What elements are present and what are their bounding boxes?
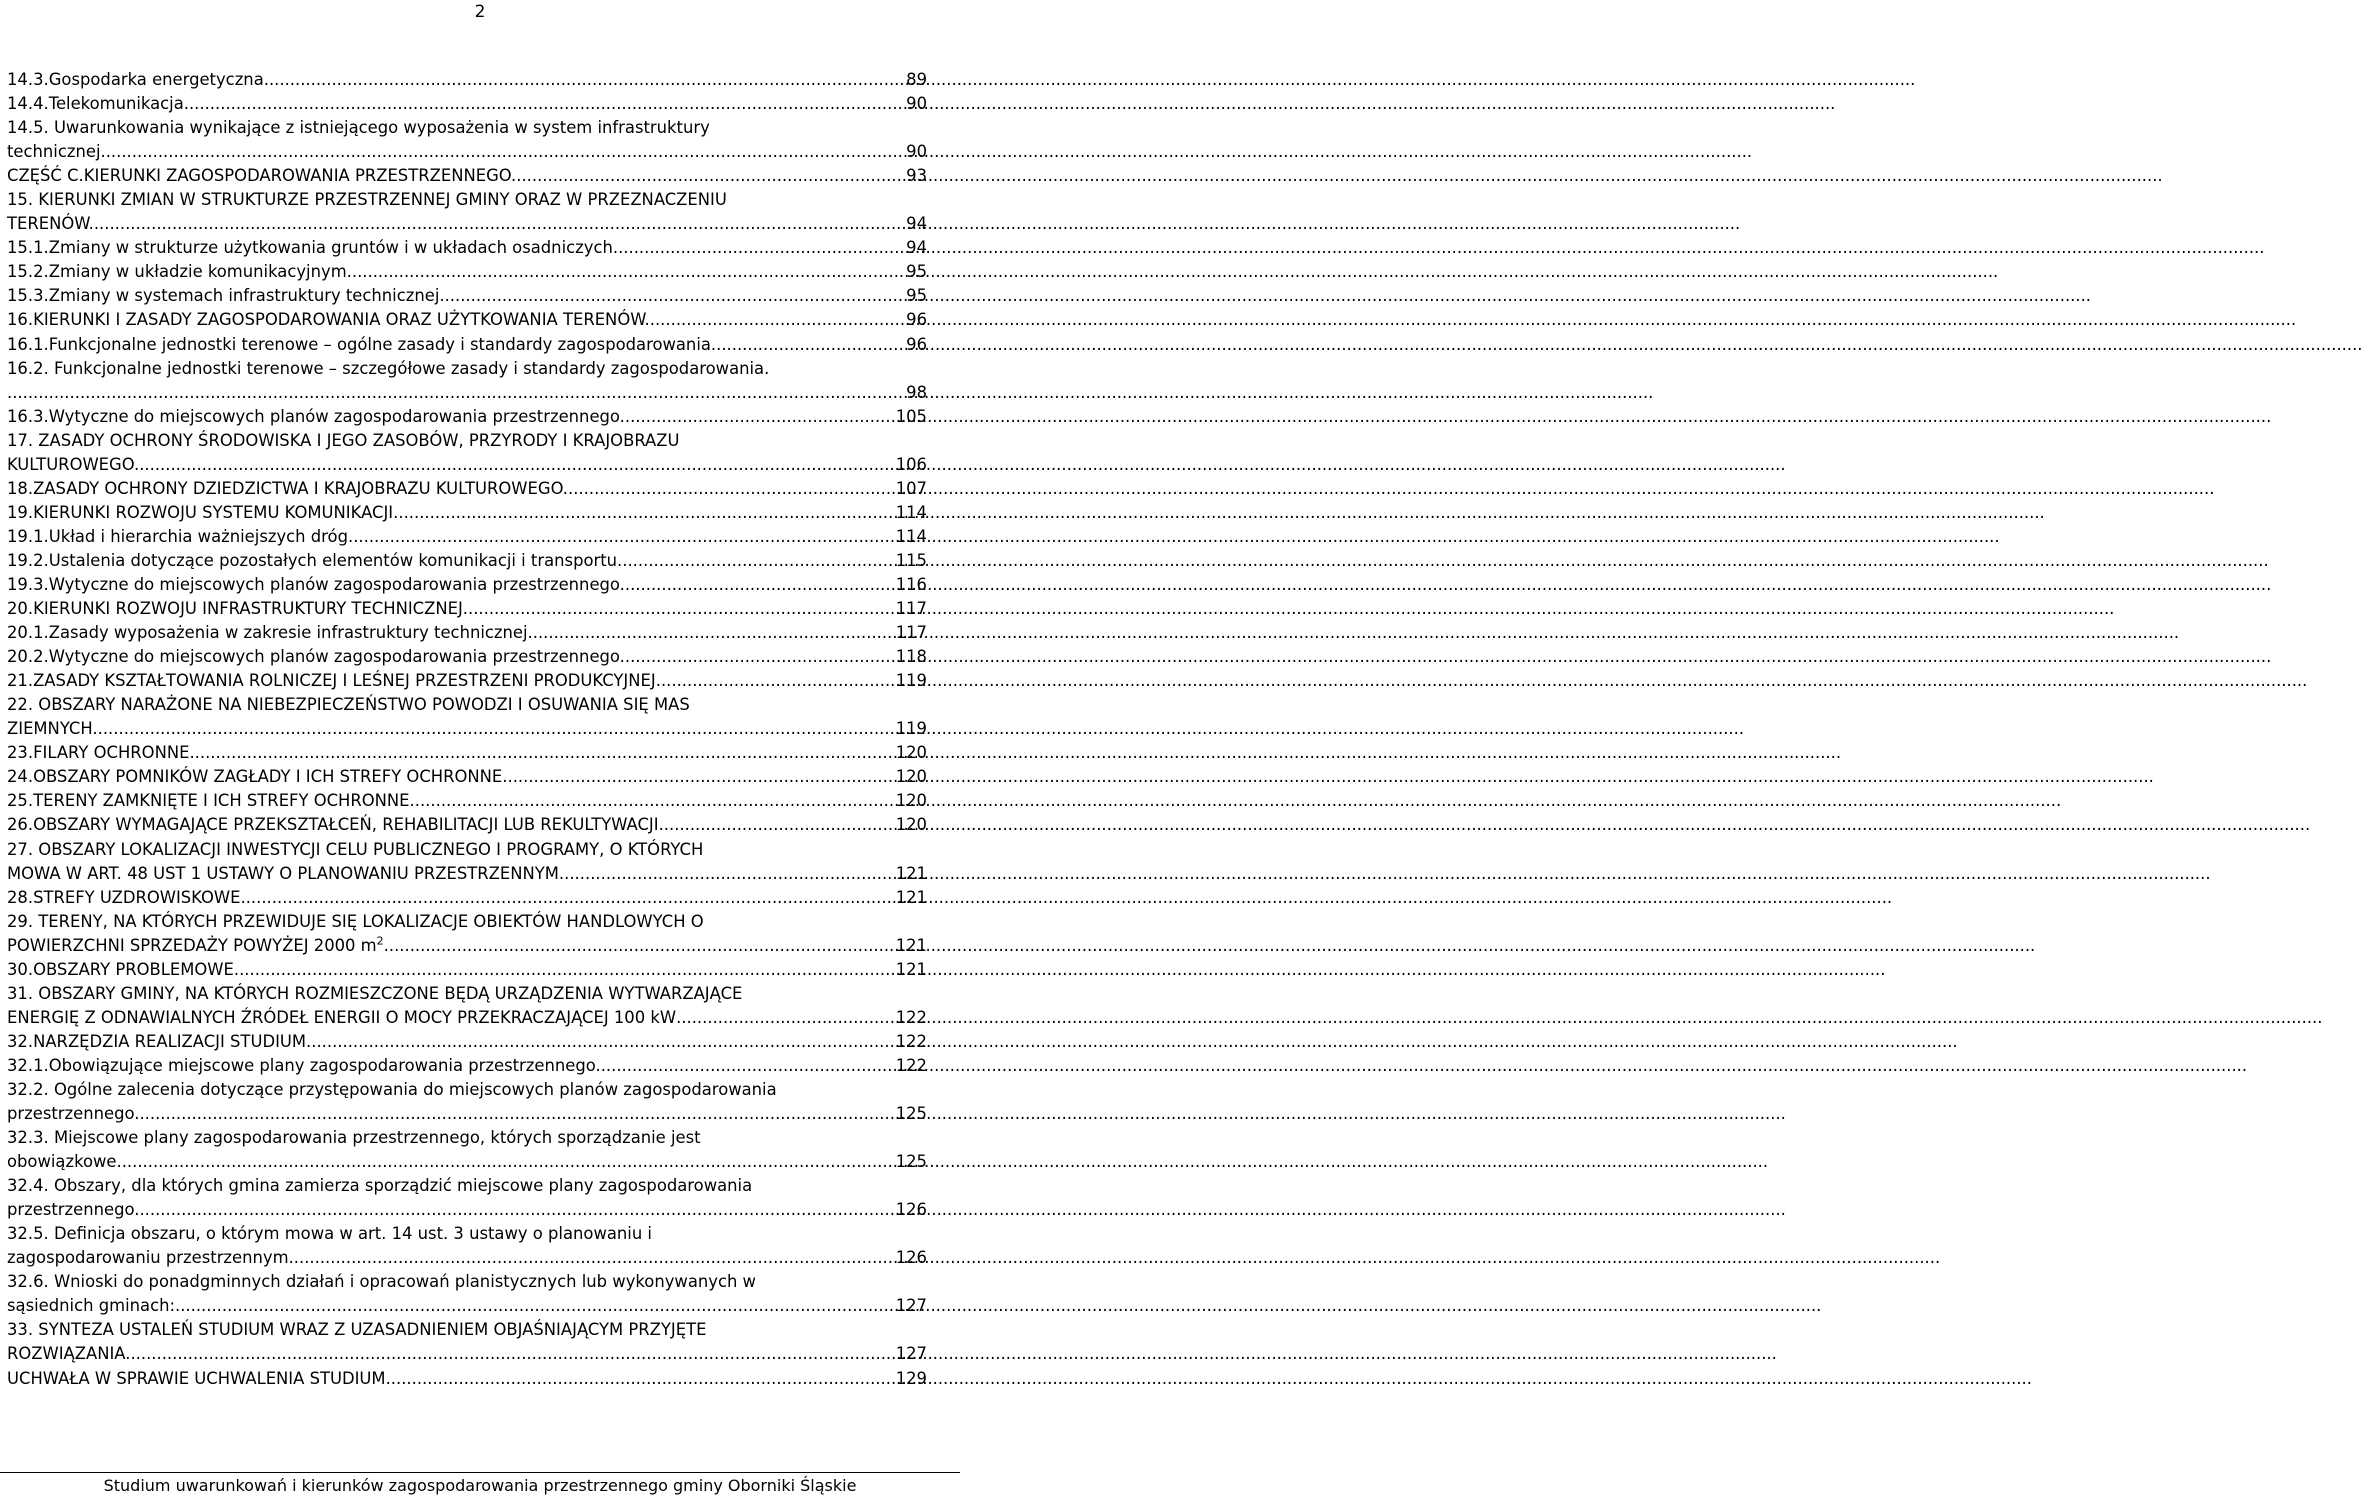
dot-leader: [676, 1006, 894, 1030]
toc-entry[interactable]: [7, 958, 927, 982]
toc-entry-title: Układ i hierarchia ważniejszych dróg.: [48, 526, 354, 546]
toc-entry[interactable]: [7, 741, 927, 765]
toc-entry-number: 19.3.: [7, 574, 49, 594]
dot-leader: [311, 1030, 893, 1054]
table-of-contents: [7, 68, 927, 1391]
toc-entry[interactable]: [7, 357, 927, 405]
toc-page-number: 98: [906, 382, 927, 402]
toc-entry-title: przestrzennego.: [7, 1104, 140, 1124]
dot-leader: [139, 1198, 893, 1222]
toc-entry[interactable]: [7, 1054, 927, 1078]
toc-entry[interactable]: [7, 429, 927, 477]
toc-entry[interactable]: [7, 525, 927, 549]
toc-entry-number: 22.: [7, 695, 34, 715]
toc-entry-title: Zmiany w układzie komunikacyjnym.: [48, 262, 352, 282]
toc-entry-title: Gospodarka energetyczna.: [48, 70, 269, 89]
toc-entry-number: 24.: [7, 767, 34, 787]
toc-entry[interactable]: [7, 693, 927, 741]
dot-leader: [386, 1367, 894, 1391]
toc-entry[interactable]: [7, 910, 927, 958]
toc-entry-title: sąsiednich gminach:: [7, 1296, 175, 1316]
toc-entry-title: Obowiązujące miejscowe plany zagospodarowania przestrzennego.: [48, 1055, 601, 1075]
toc-page-number: 89: [906, 70, 927, 89]
toc-entry-title: OBSZARY POMNIKÓW ZAGŁADY I ICH STREFY OCHRONNE.: [33, 767, 508, 787]
toc-entry-number: 32.: [7, 1031, 34, 1051]
toc-page-number: 118: [895, 647, 927, 667]
toc-entry-title: NARZĘDZIA REALIZACJI STUDIUM.: [33, 1031, 312, 1051]
toc-entry-title: OBSZARY GMINY, NA KTÓRYCH ROZMIESZCZONE BĘDĄ URZĄDZENIA WYTWARZAJĄCE: [38, 983, 743, 1003]
dot-leader: [445, 284, 905, 308]
dot-leader: [415, 789, 894, 813]
toc-entry-number: 28.: [7, 887, 34, 907]
toc-entry-title: Wytyczne do miejscowych planów zagospodarowania przestrzennego.: [48, 406, 625, 426]
toc-entry[interactable]: [7, 188, 927, 236]
toc-entry-number: 21.: [7, 671, 34, 691]
toc-page-number: 94: [906, 214, 927, 234]
dot-leader: [139, 453, 894, 477]
toc-page-number: 96: [906, 334, 927, 354]
footer-text: Studium uwarunkowań i kierunków zagospodarowania przestrzennego gminy Oborniki Śląskie: [103, 1476, 857, 1495]
toc-entry[interactable]: [7, 813, 927, 837]
toc-entry-number: 32.4.: [7, 1176, 49, 1196]
toc-entry-number: 14.5.: [7, 118, 49, 138]
toc-entry-number: 19.2.: [7, 550, 49, 570]
toc-entry-title: OBSZARY WYMAGAJĄCE PRZEKSZTAŁCEŃ, REHABILITACJI LUB REKULTYWACJI.: [33, 815, 664, 835]
toc-entry[interactable]: [7, 886, 927, 910]
toc-entry[interactable]: [7, 116, 927, 164]
toc-entry-title: KULTUROWEGO.: [7, 454, 140, 474]
toc-entry[interactable]: [7, 308, 927, 332]
toc-entry-number: 20.1.: [7, 623, 49, 643]
toc-entry[interactable]: [7, 645, 927, 669]
dot-leader: [98, 717, 894, 741]
toc-entry-title: Ogólne zalecenia dotyczące przystępowania do miejscowych planów zagospodarowania: [53, 1079, 777, 1099]
toc-entry-title: KIERUNKI ZMIAN W STRUKTURZE PRZESTRZENNEJ GMINY ORAZ W PRZEZNACZENIU: [38, 190, 727, 210]
toc-entry[interactable]: [7, 838, 927, 886]
toc-entry-number: 19.1.: [7, 526, 49, 546]
toc-entry-number: 32.5.: [7, 1224, 49, 1244]
toc-page-number: 122: [895, 1055, 927, 1075]
dot-leader: [353, 525, 894, 549]
toc-entry-number: 25.: [7, 791, 34, 811]
toc-entry[interactable]: [7, 1367, 927, 1391]
toc-entry-number: 14.4.: [7, 94, 49, 114]
dot-leader: [175, 1294, 894, 1318]
toc-entry-title: OBSZARY LOKALIZACJI INWESTYCJI CELU PUBLICZNEGO I PROGRAMY, O KTÓRYCH: [38, 839, 704, 859]
toc-entry-title: ZIEMNYCH.: [7, 719, 98, 739]
toc-entry-number: 31.: [7, 983, 34, 1003]
toc-entry-title: ZASADY KSZTAŁTOWANIA ROLNICZEJ I LEŚNEJ PRZESTRZENI PRODUKCYJNEJ.: [33, 671, 661, 691]
toc-entry-title: Miejscowe plany zagospodarowania przestrzennego, których sporządzanie jest: [53, 1128, 701, 1148]
dot-leader: [269, 68, 904, 92]
dot-leader: [516, 164, 904, 188]
toc-page-number: 119: [895, 719, 927, 739]
dot-leader: [507, 765, 893, 789]
toc-page-number: 114: [895, 502, 927, 522]
toc-page-number: 126: [895, 1248, 927, 1268]
dot-leader: [294, 1246, 894, 1270]
toc-entry-number: 26.: [7, 815, 34, 835]
dot-leader: [130, 1342, 893, 1366]
dot-leader: [601, 1054, 894, 1078]
toc-page-number: 121: [895, 935, 927, 955]
dot-leader: [195, 741, 894, 765]
dot-leader: [625, 405, 894, 429]
toc-entry-number: 17.: [7, 430, 34, 450]
toc-entry-title: Uwarunkowania wynikające z istniejącego wyposażenia w system infrastruktury: [53, 118, 710, 138]
toc-page-number: 105: [895, 406, 927, 426]
toc-page-number: 129: [895, 1368, 927, 1388]
toc-entry[interactable]: [7, 333, 927, 357]
toc-entry-title: ZASADY OCHRONY DZIEDZICTWA I KRAJOBRAZU KULTUROWEGO.: [33, 478, 569, 498]
toc-entry-title: OBSZARY NARAŻONE NA NIEBEZPIECZEŃSTWO POWODZI I OSUWANIA SIĘ MAS: [38, 695, 690, 715]
toc-entry-title: SYNTEZA USTALEŃ STUDIUM WRAZ Z UZASADNIENIEM OBJAŚNIAJĄCYM PRZYJĘTE: [38, 1320, 707, 1340]
toc-entry[interactable]: [7, 68, 927, 92]
dot-leader: [625, 573, 894, 597]
dot-leader: [106, 140, 904, 164]
dot-leader: [618, 236, 904, 260]
toc-entry-title: Funkcjonalne jednostki terenowe – ogólne zasady i standardy zagospodarowania.: [48, 334, 717, 354]
toc-entry[interactable]: [7, 92, 927, 116]
toc-page-number: 126: [895, 1200, 927, 1220]
toc-entry-number: 19.: [7, 502, 34, 522]
toc-entry-title: Wnioski do ponadgminnych działań i opracowań planistycznych lub wykonywanych w: [53, 1272, 756, 1292]
toc-page-number: 95: [906, 262, 927, 282]
toc-entry-number: 16.3.: [7, 406, 49, 426]
toc-entry-title: TERENÓW.: [7, 214, 94, 234]
toc-page-number: 125: [895, 1104, 927, 1124]
toc-page-number: 120: [895, 815, 927, 835]
toc-page-number: 94: [906, 238, 927, 258]
toc-entry-number: 16.1.: [7, 334, 49, 354]
toc-page-number: 115: [895, 550, 927, 570]
toc-page-number: 119: [895, 671, 927, 691]
toc-entry-number: CZĘŚĆ C.: [7, 166, 84, 186]
toc-entry-number: 20.: [7, 599, 34, 619]
toc-page-number: 121: [895, 959, 927, 979]
toc-entry-number: 27.: [7, 839, 34, 859]
toc-entry-title: TERENY ZAMKNIĘTE I ICH STREFY OCHRONNE.: [33, 791, 415, 811]
toc-entry-title: Funkcjonalne jednostki terenowe – szczegółowe zasady i standardy zagospodarowania.: [53, 358, 770, 378]
toc-entry[interactable]: [7, 164, 927, 188]
toc-entry-number: 29.: [7, 911, 34, 931]
toc-entry-number: 18.: [7, 478, 34, 498]
superscript: 2: [376, 934, 384, 948]
toc-page-number: 120: [895, 743, 927, 763]
dot-leader: [650, 308, 904, 332]
toc-entry-title: ROZWIĄZANIA.: [7, 1344, 131, 1364]
dot-leader: [389, 934, 894, 958]
dot-leader: [246, 886, 894, 910]
toc-entry-number: 32.1.: [7, 1055, 49, 1075]
toc-entry[interactable]: [7, 1174, 927, 1222]
toc-entry-title: MOWA W ART. 48 UST 1 USTAWY O PLANOWANIU PRZESTRZENNYM.: [7, 863, 565, 883]
toc-entry-title: Zmiany w strukturze użytkowania gruntów i w układach osadniczych.: [48, 238, 619, 258]
toc-page-number: 127: [895, 1344, 927, 1364]
toc-entry-number: 15.: [7, 190, 34, 210]
toc-entry-title: Definicja obszaru, o którym mowa w art. 14 ust. 3 ustawy o planowaniu i: [53, 1224, 652, 1244]
toc-page-number: 96: [906, 310, 927, 330]
toc-page-number: 107: [895, 478, 927, 498]
dot-leader: [564, 862, 894, 886]
toc-page-number: 121: [895, 887, 927, 907]
toc-entry[interactable]: [7, 1222, 927, 1270]
toc-entry-title: FILARY OCHRONNE.: [33, 743, 195, 763]
toc-entry-title: Zmiany w systemach infrastruktury technicznej.: [48, 286, 445, 306]
toc-entry[interactable]: [7, 501, 927, 525]
dot-leader: [94, 212, 904, 236]
toc-entry-title: OBSZARY PROBLEMOWE.: [33, 959, 240, 979]
toc-entry-number: 32.6.: [7, 1272, 49, 1292]
toc-entry-title: zagospodarowaniu przestrzennym.: [7, 1248, 294, 1268]
toc-entry-title: KIERUNKI ROZWOJU SYSTEMU KOMUNIKACJI.: [33, 502, 399, 522]
toc-entry[interactable]: [7, 1318, 927, 1366]
toc-entry-number: 15.1.: [7, 238, 49, 258]
toc-page-number: 120: [895, 767, 927, 787]
toc-entry-title: Wytyczne do miejscowych planów zagospodarowania przestrzennego.: [48, 647, 625, 667]
toc-entry-title: STREFY UZDROWISKOWE.: [33, 887, 246, 907]
toc-entry[interactable]: [7, 477, 927, 501]
toc-entry-number: 15.2.: [7, 262, 49, 282]
toc-page-number: 120: [895, 791, 927, 811]
toc-page-number: 90: [906, 142, 927, 162]
toc-entry-title: Obszary, dla których gmina zamierza sporządzić miejscowe plany zagospodarowania: [53, 1176, 753, 1196]
toc-entry-title: POWIERZCHNI SPRZEDAŻY POWYŻEJ 2000 m: [7, 935, 377, 955]
dot-leader: [468, 597, 894, 621]
dot-leader: [7, 381, 904, 405]
toc-entry-title: ZASADY OCHRONY ŚRODOWISKA I JEGO ZASOBÓW, PRZYRODY I KRAJOBRAZU: [38, 430, 680, 450]
page-number: 2: [474, 2, 486, 22]
toc-entry-title: obowiązkowe.: [7, 1152, 122, 1172]
toc-entry[interactable]: [7, 1030, 927, 1054]
toc-entry[interactable]: [7, 549, 927, 573]
toc-entry[interactable]: [7, 621, 927, 645]
toc-entry-title: UCHWAŁA W SPRAWIE UCHWALENIA STUDIUM: [7, 1368, 386, 1388]
footer-divider: [0, 1472, 960, 1473]
toc-page-number: 114: [895, 526, 927, 546]
toc-entry-number: 16.: [7, 310, 34, 330]
toc-entry[interactable]: [7, 597, 927, 621]
toc-entry-number: 20.2.: [7, 647, 49, 667]
toc-page-number: 116: [895, 574, 927, 594]
toc-entry[interactable]: [7, 573, 927, 597]
toc-page-number: 121: [895, 863, 927, 883]
toc-page-number: 93: [906, 166, 927, 186]
toc-page-number: 117: [895, 599, 927, 619]
dot-leader: [139, 1102, 893, 1126]
toc-entry-title: Telekomunikacja.: [48, 94, 189, 114]
dot-leader: [398, 501, 893, 525]
toc-page-number: 95: [906, 286, 927, 306]
toc-entry-title: KIERUNKI ROZWOJU INFRASTRUKTURY TECHNICZNEJ.: [33, 599, 468, 619]
toc-entry-number: 32.2.: [7, 1079, 49, 1099]
toc-entry-number: 32.3.: [7, 1128, 49, 1148]
toc-entry-number: 30.: [7, 959, 34, 979]
toc-entry[interactable]: [7, 260, 927, 284]
toc-page-number: 122: [895, 1031, 927, 1051]
toc-entry-title: KIERUNKI ZAGOSPODAROWANIA PRZESTRZENNEGO.: [83, 166, 517, 186]
toc-entry-number: 15.3.: [7, 286, 49, 306]
toc-entry-number: 33.: [7, 1320, 34, 1340]
dot-leader: [352, 260, 904, 284]
dot-leader: [625, 645, 894, 669]
toc-entry-title-suffix: .: [383, 935, 389, 955]
toc-entry[interactable]: [7, 765, 927, 789]
toc-page-number: 90: [906, 94, 927, 114]
toc-page-number: 122: [895, 1007, 927, 1027]
toc-entry-title: TERENY, NA KTÓRYCH PRZEWIDUJE SIĘ LOKALIZACJE OBIEKTÓW HANDLOWYCH O: [38, 911, 704, 931]
toc-entry[interactable]: [7, 236, 927, 260]
toc-entry-number: 23.: [7, 743, 34, 763]
toc-entry[interactable]: [7, 669, 927, 693]
toc-entry-title: technicznej.: [7, 142, 106, 162]
dot-leader: [533, 621, 894, 645]
toc-page-number: 125: [895, 1152, 927, 1172]
toc-entry[interactable]: [7, 405, 927, 429]
toc-page-number: 106: [895, 454, 927, 474]
toc-entry-title: Zasady wyposażenia w zakresie infrastruktury technicznej.: [48, 623, 533, 643]
toc-entry-number: 16.2.: [7, 358, 49, 378]
toc-entry[interactable]: [7, 1126, 927, 1174]
toc-page-number: 127: [895, 1296, 927, 1316]
toc-entry[interactable]: [7, 982, 927, 1030]
dot-leader: [189, 92, 904, 116]
toc-entry-title: KIERUNKI I ZASADY ZAGOSPODAROWANIA ORAZ UŻYTKOWANIA TERENÓW.: [33, 310, 650, 330]
toc-entry-title: przestrzennego.: [7, 1200, 140, 1220]
dot-leader: [568, 477, 894, 501]
dot-leader: [664, 813, 894, 837]
dot-leader: [122, 1150, 894, 1174]
dot-leader: [239, 958, 894, 982]
toc-entry[interactable]: [7, 1270, 927, 1318]
dot-leader: [622, 549, 893, 573]
dot-leader: [716, 333, 904, 357]
toc-entry[interactable]: [7, 1078, 927, 1126]
toc-page-number: 117: [895, 623, 927, 643]
toc-entry[interactable]: [7, 284, 927, 308]
toc-entry[interactable]: [7, 789, 927, 813]
toc-entry-title: Ustalenia dotyczące pozostałych elementów komunikacji i transportu.: [48, 550, 623, 570]
toc-entry-title: ENERGIĘ Z ODNAWIALNYCH ŹRÓDEŁ ENERGII O MOCY PRZEKRACZAJĄCEJ 100 kW: [7, 1007, 677, 1027]
dot-leader: [661, 669, 894, 693]
toc-entry-number: 14.3.: [7, 70, 49, 89]
toc-entry-title: Wytyczne do miejscowych planów zagospodarowania przestrzennego.: [48, 574, 625, 594]
